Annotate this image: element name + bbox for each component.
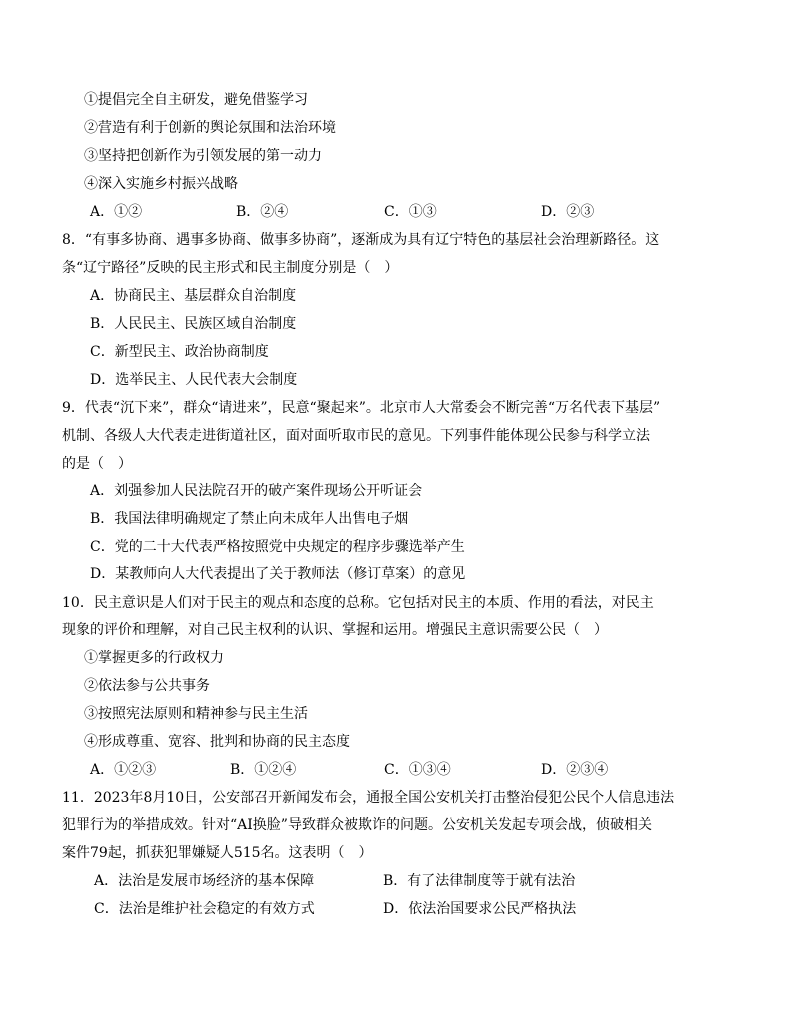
q11-option-c: C．法治是维护社会稳定的有效方式 (94, 901, 315, 917)
q8-option-d: D．选举民主、人民代表大会制度 (90, 372, 298, 388)
q7-statement-1: ①提倡完全自主研发，避免借鉴学习 (84, 92, 308, 108)
q11-stem-line-1: 11．2023年8月10日，公安部召开新闻发布会，通报全国公安机关打击整治侵犯公民个人信息违法 (62, 790, 675, 806)
q8-stem-line-2: 条“辽宁路径”反映的民主形式和民主制度分别是（ ） (62, 260, 399, 276)
q7-option-d: D．②③ (541, 204, 595, 220)
q7-statement-2: ②营造有利于创新的舆论氛围和法治环境 (84, 120, 336, 136)
q9-option-a: A．刘强参加人民法院召开的破产案件现场公开听证会 (90, 483, 423, 499)
q7-option-a: A．①② (90, 204, 143, 220)
q10-option-c: C．①③④ (384, 762, 451, 778)
q10-stem-line-2: 现象的评价和理解，对自己民主权利的认识、掌握和运用。增强民主意识需要公民（ ） (62, 622, 608, 638)
q7-statement-4: ④深入实施乡村振兴战略 (84, 176, 238, 192)
q8-option-a: A．协商民主、基层群众自治制度 (90, 288, 297, 304)
q10-statement-2: ②依法参与公共事务 (84, 678, 210, 694)
q7-option-c: C．①③ (384, 204, 437, 220)
q11-option-a: A．法治是发展市场经济的基本保障 (94, 873, 315, 889)
q9-stem-line-2: 机制、各级人大代表走进街道社区，面对面听取市民的意见。下列事件能体现公民参与科学立法 (62, 428, 650, 444)
q9-stem-line-1: 9．代表“沉下来”，群众“请进来”，民意“聚起来”。北京市人大常委会不断完善“万名代表下基层” (62, 400, 661, 416)
q10-option-d: D．②③④ (541, 762, 609, 778)
q7-statement-3: ③坚持把创新作为引领发展的第一动力 (84, 148, 322, 164)
q8-stem-line-1: 8．“有事多协商、遇事多协商、做事多协商”，逐渐成为具有辽宁特色的基层社会治理新路径。这 (62, 232, 660, 248)
q7-option-b: B．②④ (236, 204, 289, 220)
q11-option-d: D．依法治国要求公民严格执法 (383, 901, 577, 917)
q9-option-b: B．我国法律明确规定了禁止向未成年人出售电子烟 (90, 511, 409, 527)
q10-statement-4: ④形成尊重、宽容、批判和协商的民主态度 (84, 734, 350, 750)
q9-stem-line-3: 的是（ ） (62, 456, 132, 472)
q10-option-a: A．①②③ (90, 762, 157, 778)
q10-stem-line-1: 10．民主意识是人们对于民主的观点和态度的总称。它包括对民主的本质、作用的看法，对民主 (62, 595, 654, 611)
q11-stem-line-2: 犯罪行为的举措成效。针对“AI换脸”导致群众被欺诈的问题。公安机关发起专项会战，侦破相关 (62, 817, 652, 833)
q9-option-c: C．党的二十大代表严格按照党中央规定的程序步骤选举产生 (90, 539, 465, 555)
q11-stem-line-3: 案件79起，抓获犯罪嫌疑人515名。这表明（ ） (62, 845, 373, 861)
q11-option-b: B．有了法律制度等于就有法治 (383, 873, 576, 889)
q10-option-b: B．①②④ (230, 762, 297, 778)
q8-option-b: B．人民民主、民族区域自治制度 (90, 316, 297, 332)
q8-option-c: C．新型民主、政治协商制度 (90, 344, 269, 360)
q10-statement-3: ③按照宪法原则和精神参与民主生活 (84, 706, 308, 722)
q10-statement-1: ①掌握更多的行政权力 (84, 650, 224, 666)
q9-option-d: D．某教师向人大代表提出了关于教师法（修订草案）的意见 (90, 566, 466, 582)
